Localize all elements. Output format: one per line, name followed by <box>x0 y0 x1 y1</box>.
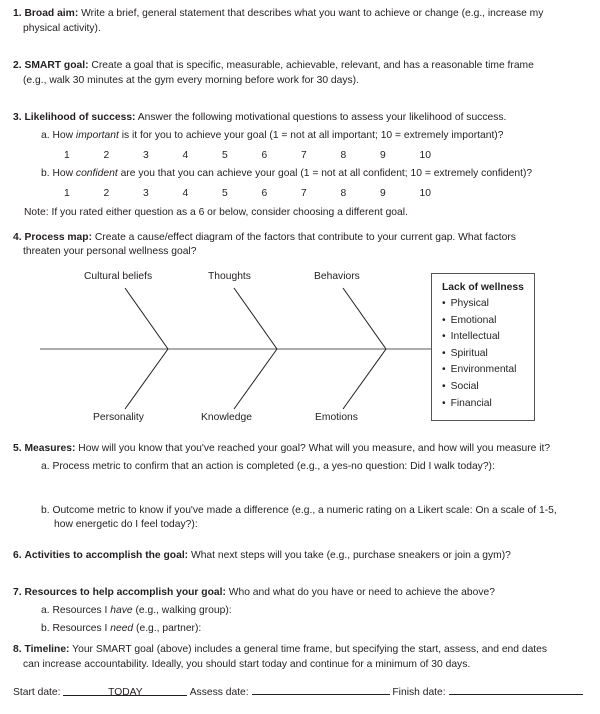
question-importance: a. How important is it for you to achieve your goal (1 = not at all important; 10 = extremely important)? <box>41 130 504 141</box>
resources-have: a. Resources I have (e.g., walking group): <box>41 605 232 616</box>
cause-label-top: Cultural beliefs <box>84 271 153 282</box>
assess-date-field[interactable] <box>252 684 390 695</box>
section-likelihood <box>13 110 506 126</box>
cause-label-bottom: Emotions <box>315 412 358 423</box>
section-number: 8. <box>13 644 22 655</box>
section-number: 7. <box>13 587 22 598</box>
outcome-metric: b. Outcome metric to know if you've made a difference (e.g., a numeric rating on a Likert scale: On a scale of 1-5, <box>41 505 557 516</box>
resources-need: b. Resources I need (e.g., partner): <box>41 623 202 634</box>
scale-option[interactable]: 10 <box>419 150 431 161</box>
section-measures <box>13 441 550 457</box>
section-title: Measures: <box>24 443 76 454</box>
section-title: Process map: <box>24 232 93 243</box>
cause-label-top: Behaviors <box>314 271 360 282</box>
effect-item: • Intellectual <box>442 329 534 346</box>
dates-row <box>13 684 583 701</box>
scale-option[interactable]: 8 <box>340 150 347 161</box>
section-number: 6. <box>13 550 22 561</box>
scale-option[interactable]: 9 <box>380 188 386 199</box>
effect-item: • Physical <box>442 296 534 313</box>
cause-label-bottom: Knowledge <box>201 412 252 423</box>
cause-label-bottom: Personality <box>93 412 144 423</box>
section-text: Create a goal that is specific, measurable, achievable, relevant, and has a reasonable time frame <box>91 60 534 71</box>
section-activities <box>13 548 511 564</box>
effect-item: • Emotional <box>442 313 534 330</box>
effect-item: • Spiritual <box>442 346 534 363</box>
section-text: Write a brief, general statement that describes what you want to achieve or change (e.g., increase my <box>81 8 544 19</box>
scale-option[interactable]: 2 <box>103 188 110 199</box>
scale-option[interactable]: 5 <box>222 188 228 199</box>
effect-title: Lack of wellness <box>442 282 524 293</box>
assess-date-label: Assess date: <box>189 687 249 698</box>
section-number: 5. <box>13 443 22 454</box>
cause-label-top: Thoughts <box>208 271 251 282</box>
section-resources <box>13 585 495 601</box>
finish-date-label: Finish date: <box>392 687 446 698</box>
process-metric: a. Process metric to confirm that an action is completed (e.g., a yes-no question: Did I walk today?): <box>41 461 495 472</box>
effect-box <box>431 273 535 421</box>
confidence-scale <box>64 188 459 199</box>
section-broad-aim <box>13 6 543 22</box>
section-text-cont: threaten your personal wellness goal? <box>23 246 197 257</box>
scale-option[interactable]: 3 <box>143 150 149 161</box>
section-title: SMART goal: <box>24 60 89 71</box>
start-date-label: Start date: <box>13 687 61 698</box>
section-title: Likelihood of success: <box>24 112 136 123</box>
start-date-field[interactable]: TODAY <box>63 685 187 696</box>
section-number: 2. <box>13 60 22 71</box>
finish-date-field[interactable] <box>449 684 583 695</box>
section-number: 4. <box>13 232 22 243</box>
effect-list <box>442 296 534 412</box>
section-text: Create a cause/effect diagram of the factors that contribute to your current gap. What factors <box>94 232 516 243</box>
effect-item: • Financial <box>442 396 534 413</box>
section-number: 1. <box>13 8 22 19</box>
scale-option[interactable]: 1 <box>64 150 70 161</box>
section-text: What next steps will you take (e.g., purchase sneakers or join a gym)? <box>190 550 511 561</box>
section-text: Your SMART goal (above) includes a general time frame, but specifying the start, assess, and end dates <box>72 644 548 655</box>
scale-option[interactable]: 4 <box>182 150 189 161</box>
section-text-cont: (e.g., walk 30 minutes at the gym every morning before work for 30 days). <box>23 75 359 86</box>
question-confidence: b. How confident are you that you can achieve your goal (1 = not at all confident; 10 = extremely confident)? <box>41 168 533 179</box>
effect-item: • Social <box>442 379 534 396</box>
scale-option[interactable]: 8 <box>340 188 347 199</box>
scale-option[interactable]: 1 <box>64 188 70 199</box>
section-smart-goal <box>13 58 534 74</box>
section-title: Broad aim: <box>24 8 79 19</box>
scale-option[interactable]: 5 <box>222 150 228 161</box>
importance-scale <box>64 150 459 161</box>
scale-option[interactable]: 9 <box>380 150 386 161</box>
scale-option[interactable]: 7 <box>301 150 307 161</box>
section-title: Resources to help accomplish your goal: <box>24 587 226 598</box>
section-title: Timeline: <box>24 644 70 655</box>
section-title: Activities to accomplish the goal: <box>24 550 189 561</box>
section-number: 3. <box>13 112 22 123</box>
section-text: Answer the following motivational questions to assess your likelihood of success. <box>137 112 507 123</box>
section-timeline <box>13 642 547 658</box>
scale-option[interactable]: 3 <box>143 188 149 199</box>
section-text: Who and what do you have or need to achieve the above? <box>228 587 495 598</box>
section-text-cont: physical activity). <box>23 23 101 34</box>
scale-option[interactable]: 2 <box>103 150 110 161</box>
scale-option[interactable]: 7 <box>301 188 307 199</box>
section-text-cont: can increase accountability. Ideally, you should start today and continue for a minimum of 30 days. <box>23 659 471 670</box>
effect-item: • Environmental <box>442 362 534 379</box>
scale-option[interactable]: 10 <box>419 188 431 199</box>
scale-option[interactable]: 6 <box>261 150 268 161</box>
scale-option[interactable]: 4 <box>182 188 189 199</box>
section-text: How will you know that you've reached your goal? What will you measure, and how will you measure it? <box>78 443 551 454</box>
scale-option[interactable]: 6 <box>261 188 268 199</box>
likelihood-note: Note: If you rated either question as a 6 or below, consider choosing a different goal. <box>24 207 408 218</box>
outcome-metric-cont: how energetic do I feel today?): <box>54 519 198 530</box>
